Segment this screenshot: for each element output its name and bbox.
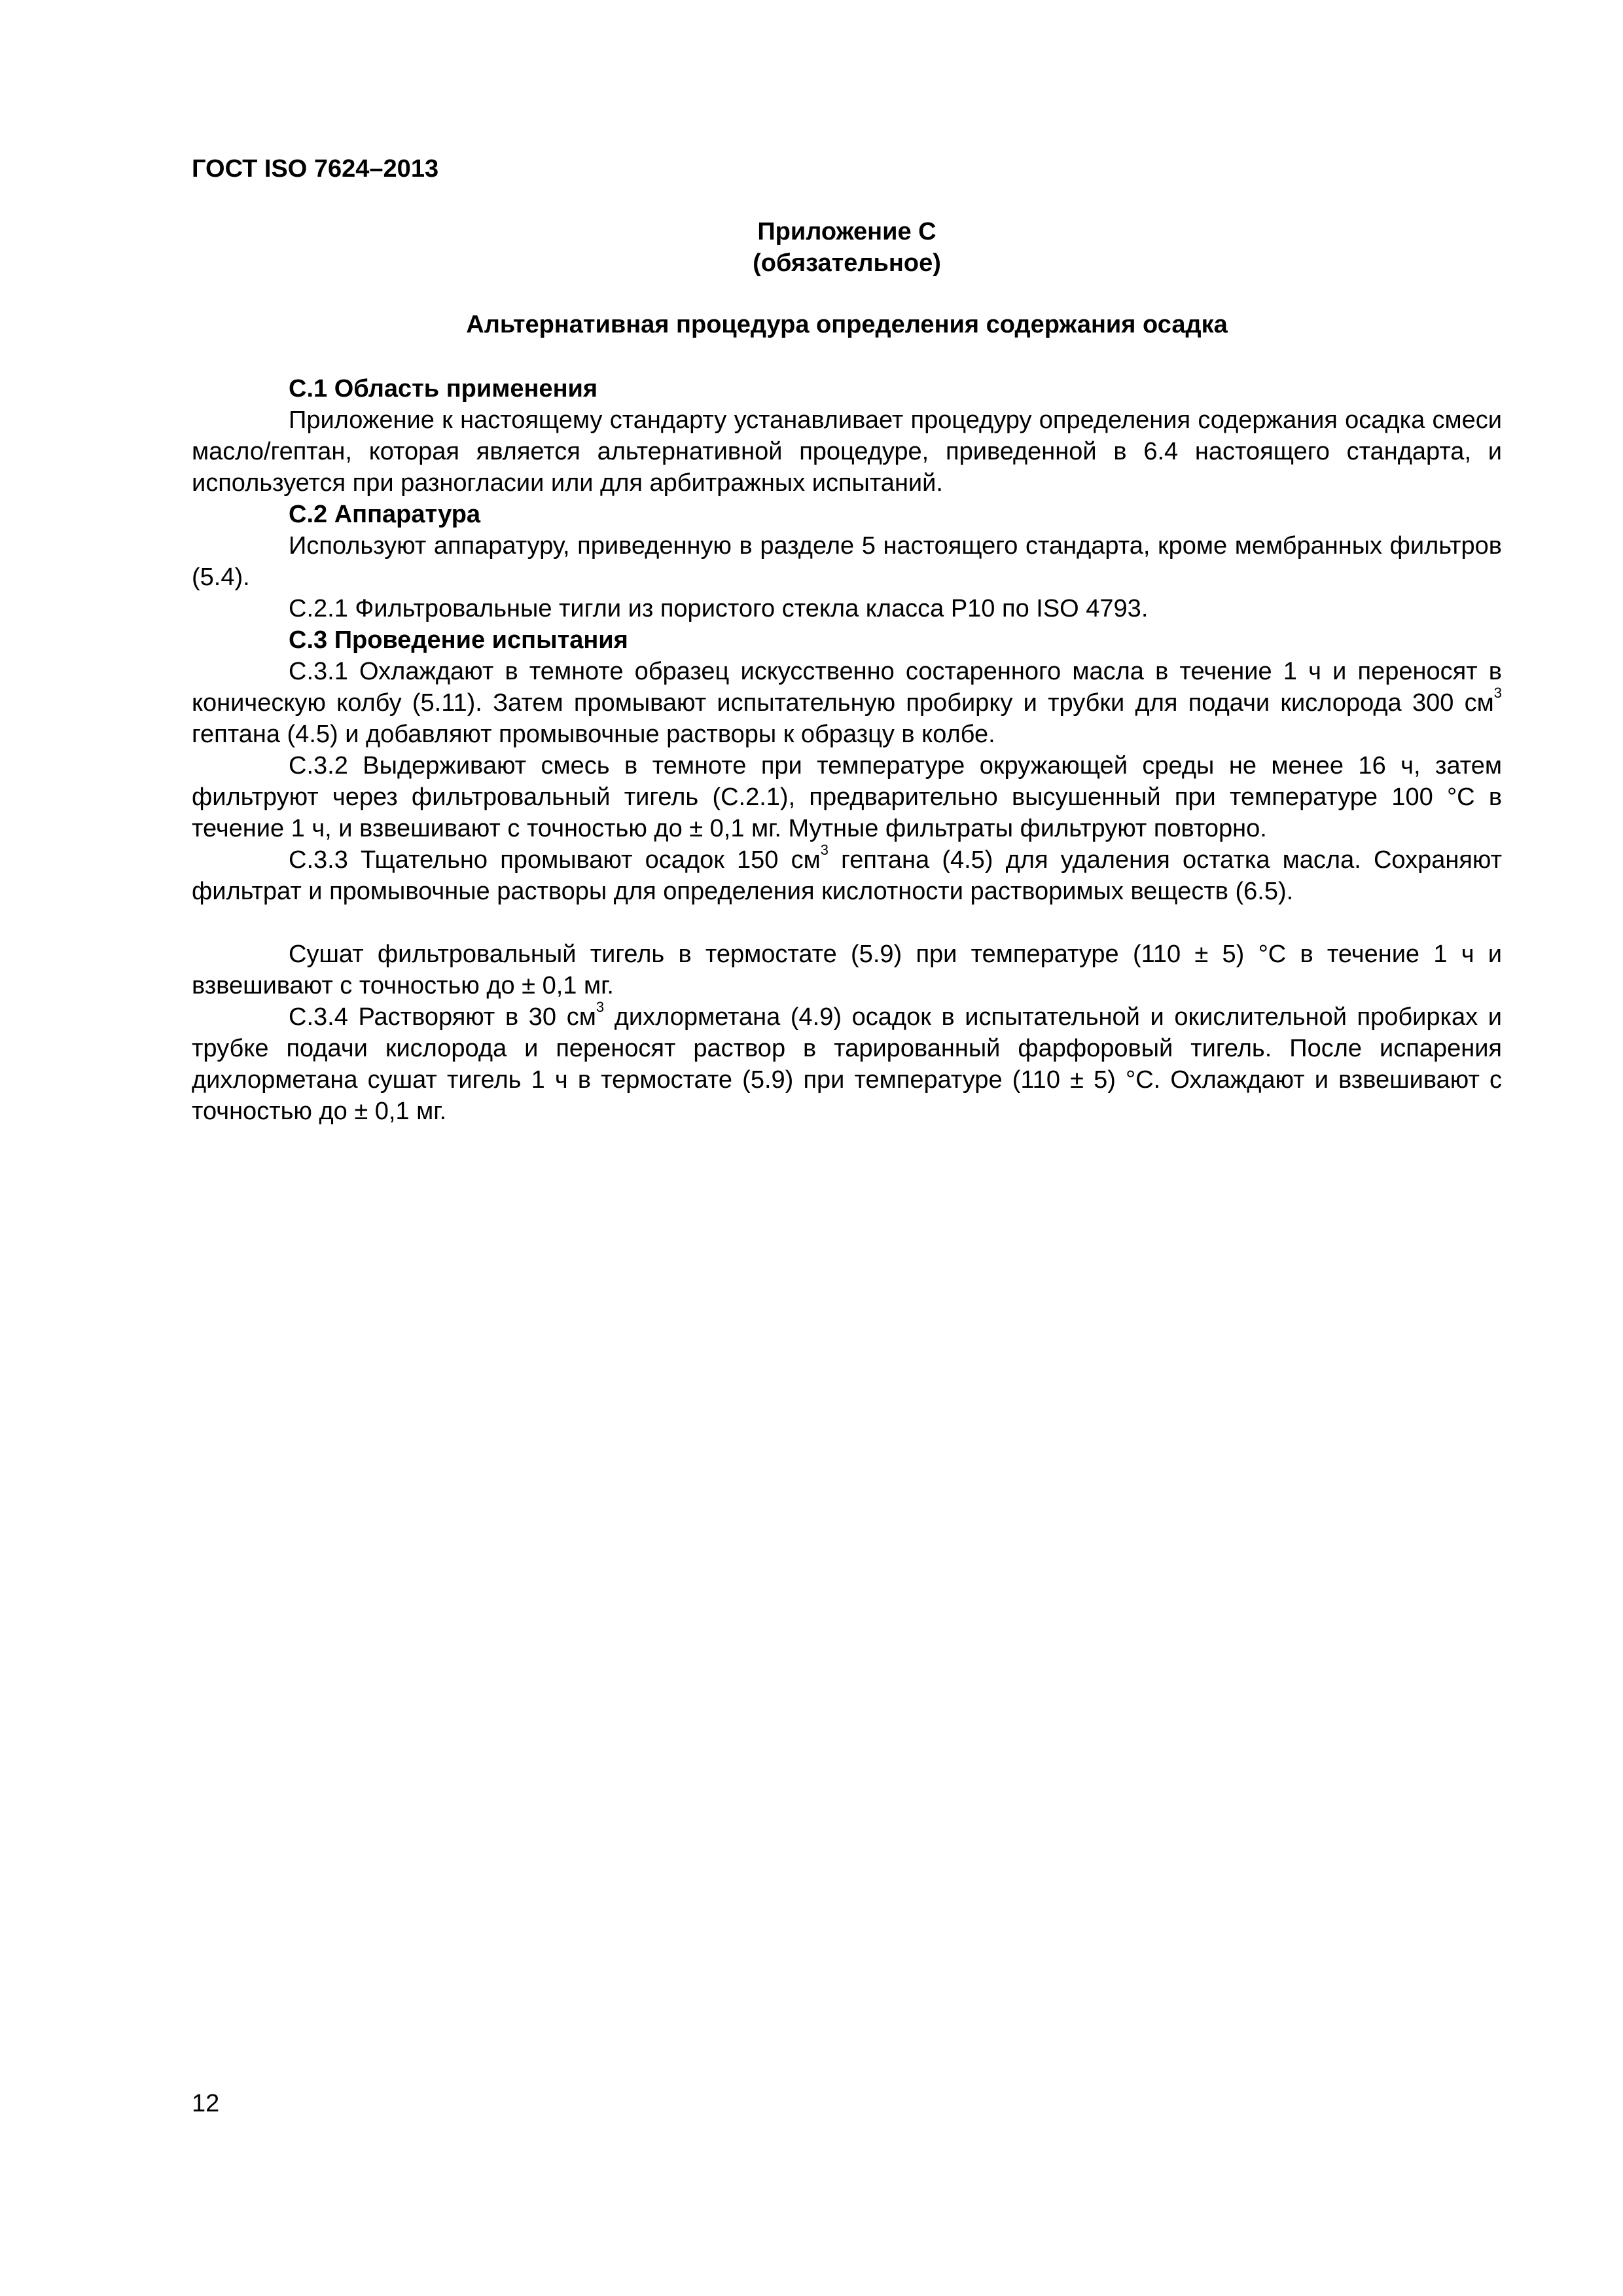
clause-c33-superscript: 3 [820,842,829,859]
section-c1-heading: С.1 Область применения [289,375,598,403]
clause-c33-text-b: гептана (4.5) для удаления остатка масла. Сохраняют фильтрат и промывочные растворы для определения кислотности растворимых веществ (6.5). [192,846,1502,905]
clause-c34-text-a: С.3.4 Растворяют в 30 см [289,1003,596,1031]
document-body [192,373,1502,1127]
document-header: ГОСТ ISO 7624–2013 [192,155,439,183]
clause-c31-superscript: 3 [1493,685,1502,702]
clause-c31-text-a: С.3.1 Охлаждают в темноте образец искусственно состаренного масла в течение 1 ч и переносят в коническую колбу (5.11). Затем промывают испытательную пробирку и трубки для подачи кислорода 300 см [192,658,1502,717]
section-c3-heading: С.3 Проведение испытания [289,626,628,654]
clause-c31-text-b: гептана (4.5) и добавляют промывочные растворы к образцу в колбе. [192,721,995,748]
section-c1-paragraph: Приложение к настоящему стандарту устанавливает процедуру определения содержания осадка смеси масло/гептан, которая является альтернативной процедуре, приведенной в 6.4 настоящего стандарта, и используется при разногласии или для арбитражных испытаний. [192,406,1502,497]
drying-paragraph: Сушат фильтровальный тигель в термостате (5.9) при температуре (110 ± 5) °С в течение 1 ч и взвешивают с точностью до ± 0,1 мг. [192,941,1502,999]
section-c2-paragraph: Используют аппаратуру, приведенную в разделе 5 настоящего стандарта, кроме мембранных фильтров (5.4). [192,532,1502,591]
clause-c34-superscript: 3 [596,999,605,1016]
section-c2-heading: С.2 Аппаратура [289,501,481,528]
clause-c33-paragraph [192,844,1502,907]
annex-status: (обязательное) [753,249,941,277]
page-number: 12 [192,2090,220,2117]
paragraph-spacer [192,907,1502,939]
clause-c34-paragraph [192,1001,1502,1127]
clause-c31-paragraph [192,656,1502,750]
annex-heading: Альтернативная процедура определения содержания осадка [466,311,1228,338]
clause-c33-text-a: С.3.3 Тщательно промывают осадок 150 см [289,846,821,874]
clause-c21-paragraph: С.2.1 Фильтровальные тигли из пористого стекла класса Р10 по ISO 4793. [289,595,1149,622]
annex-title: Приложение С [757,218,936,245]
clause-c34-text-b: дихлорметана (4.9) осадок в испытательной и окислительной пробирках и трубке подачи кислорода и переносят раствор в тарированный фарфоровый тигель. После испарения дихлорметана сушат тигель 1 ч в термостате (5.9) при температуре (110 ± 5) °С. Охлаждают и взвешивают с точностью до ± 0,1 мг. [192,1003,1502,1125]
clause-c32-paragraph: С.3.2 Выдерживают смесь в темноте при температуре окружающей среды не менее 16 ч, затем фильтруют через фильтровальный тигель (С.2.1), предварительно высушенный при температуре 100 °С в течение 1 ч, и взвешивают с точностью до ± 0,1 мг. Мутные фильтраты фильтруют повторно. [192,752,1502,842]
